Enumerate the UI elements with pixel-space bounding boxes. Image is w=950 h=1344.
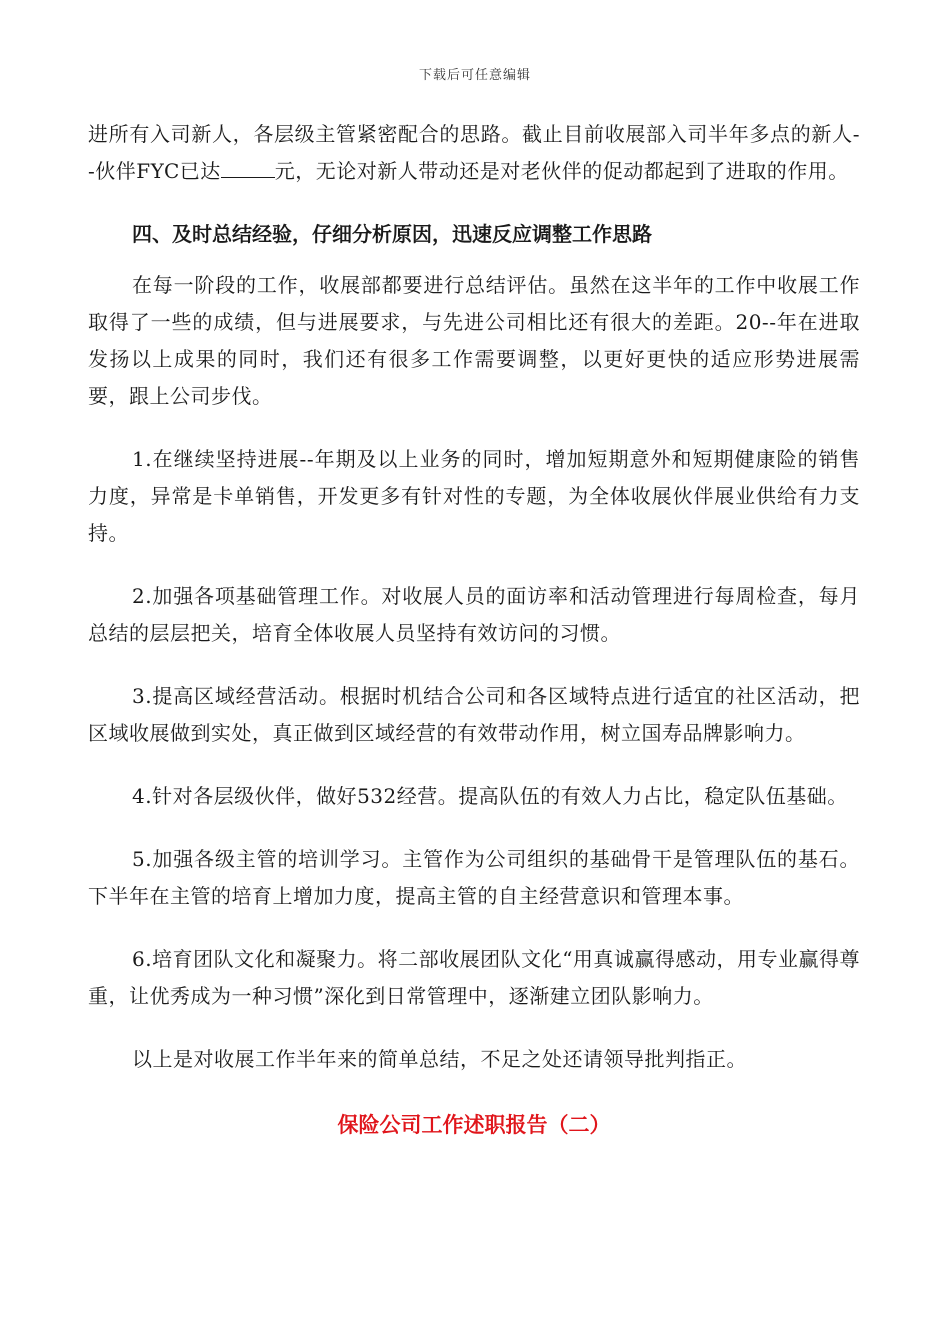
list-item-4: 4.针对各层级伙伴，做好532经营。提高队伍的有效人力占比，稳定队伍基础。 xyxy=(132,784,848,808)
list-item-3: 3.提高区域经营活动。根据时机结合公司和各区域特点进行适宜的社区活动，把区域收展做到实处，真正做到区域经营的有效带动作用，树立国寿品牌影响力。 xyxy=(88,684,860,745)
next-report-title: 保险公司工作述职报告（二） xyxy=(337,1112,611,1137)
header-note: 下载后可任意编辑 xyxy=(418,68,531,83)
intro-text-part-2: 元，无论对新人带动还是对老伙伴的促动都起到了进取的作用。 xyxy=(274,159,849,183)
document-body xyxy=(88,116,860,1143)
section-heading: 四、及时总结经验，仔细分析原因，迅速反应调整工作思路 xyxy=(132,222,652,246)
summary-paragraph: 在每一阶段的工作，收展部都要进行总结评估。虽然在这半年的工作中收展工作取得了一些的成绩，但与进展要求，与先进公司相比还有很大的差距。20--年在进取发扬以上成果的同时，我们还有很多工作需要调整，以更好更快的适应形势进展需要，跟上公司步伐。 xyxy=(88,273,860,408)
list-item-5: 5.加强各级主管的培训学习。主管作为公司组织的基础骨干是管理队伍的基石。下半年在主管的培育上增加力度，提高主管的自主经营意识和管理本事。 xyxy=(88,847,860,908)
list-item-6: 6.培育团队文化和凝聚力。将二部收展团队文化“用真诚赢得感动，用专业赢得尊重，让优秀成为一种习惯”深化到日常管理中，逐渐建立团队影响力。 xyxy=(88,947,860,1008)
closing-paragraph: 以上是对收展工作半年来的简单总结，不足之处还请领导批判指正。 xyxy=(132,1047,747,1071)
intro-text-part-1: 进所有入司新人，各层级主管紧密配合的思路。截止目前收展部入司半年多点的新人--伙伴FYC已达 xyxy=(88,122,860,183)
list-item-1: 1.在继续坚持进展--年期及以上业务的同时，增加短期意外和短期健康险的销售力度，异常是卡单销售，开发更多有针对性的专题，为全体收展伙伴展业供给有力支持。 xyxy=(88,447,860,545)
intro-paragraph xyxy=(88,116,860,190)
fill-in-blank xyxy=(221,159,275,178)
list-item-2: 2.加强各项基础管理工作。对收展人员的面访率和活动管理进行每周检查，每月总结的层层把关，培育全体收展人员坚持有效访问的习惯。 xyxy=(88,584,860,645)
